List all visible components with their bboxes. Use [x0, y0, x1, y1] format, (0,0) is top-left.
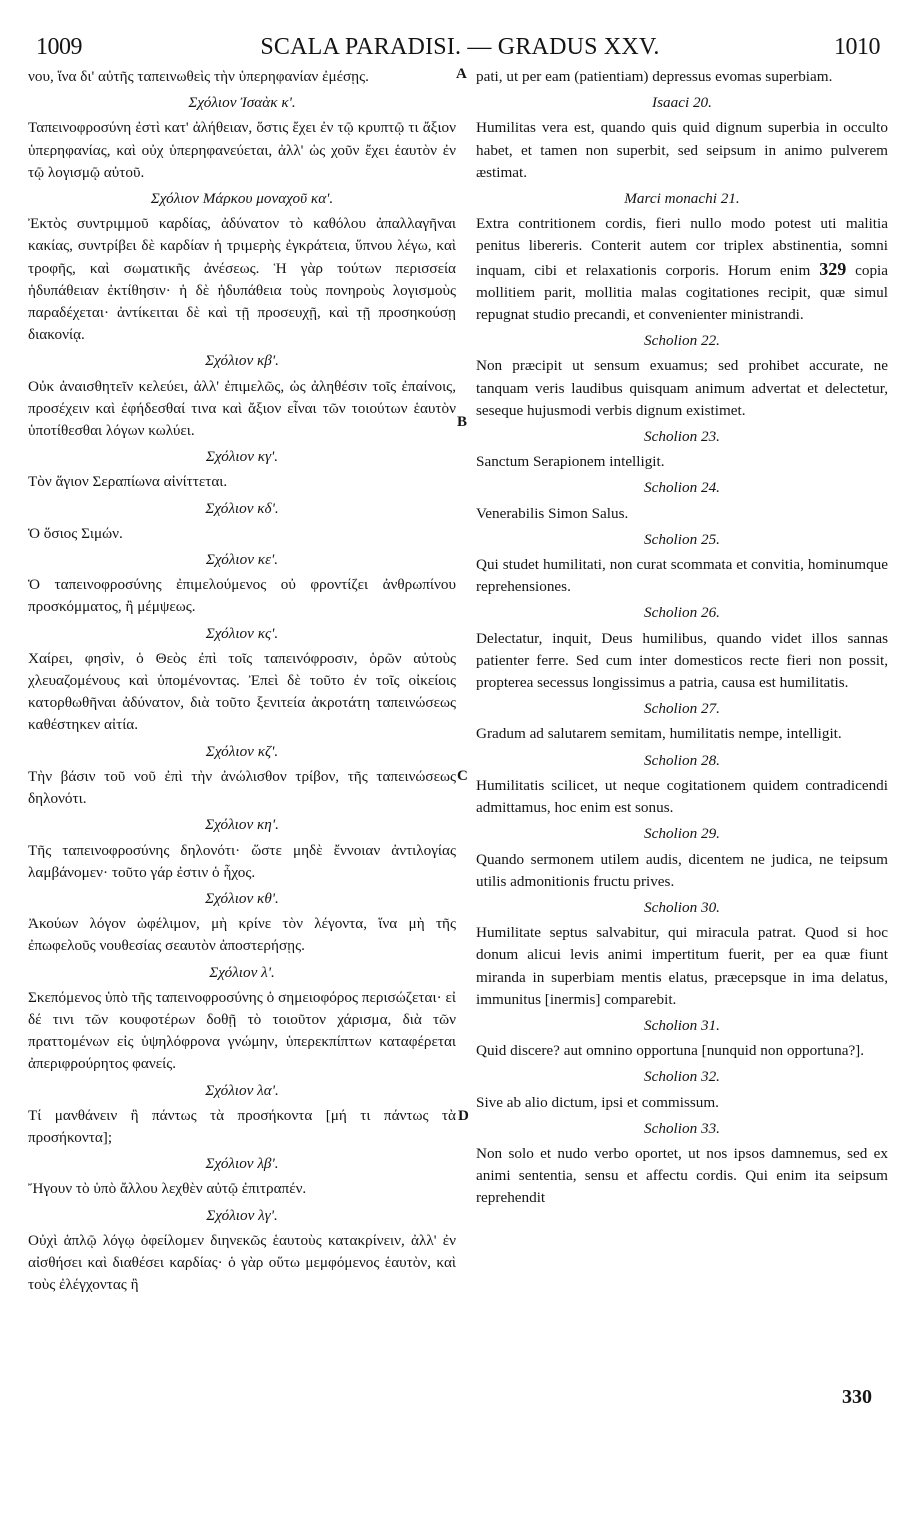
scholion-text: Non præcipit ut sensum exuamus; sed prohibet accurate, ne tanquam veris laudibus quisquam animum advertat et delectetur, seseque hujusmodi verbis dignum existimet. [476, 357, 888, 419]
scholion-heading: Scholion 31. [644, 1016, 720, 1034]
scholion-heading: Scholion 25. [644, 530, 720, 548]
scholion-text: Τί μανθάνειν ἢ πάντως τὰ προσήκοντα [μή τι πάντως τὰ προσήκοντα]; [28, 1106, 456, 1146]
scholion-block [28, 1153, 456, 1200]
scholion-heading: Marci monachi 21. [624, 190, 740, 208]
scholion-text: Οὐχὶ ἁπλῷ λόγῳ ὀφείλομεν διηνεκῶς ἑαυτοὺς κατακρίνειν, ἀλλ' ἐν αἰσθήσει καὶ διαθέσει καρδίας· ὁ γὰρ οὕτω μεμφόμενος ἑαυτὸν, καὶ τοὺς ἐλέγχοντας ἢ [28, 1231, 456, 1294]
scholion-text: Quid discere? aut omnino opportuna [nunquid non opportuna?]. [476, 1042, 865, 1060]
scholion-text: Ὁ ὅσιος Σιμών. [28, 524, 123, 542]
margin-letter-b: B [457, 414, 468, 430]
scholion-block [28, 1205, 456, 1297]
scholion-text: Οὐκ ἀναισθητεῖν κελεύει, ἀλλ' ἐπιμελῶς, ὡς ἀληθέσιν τοῖς ἐπαίνοις, προσέχειν καὶ ἐφήδεσθαί τινα καὶ ἄξιον εἶναι τῶν τοιούτων ἑαυτὸν ὑποτίθεσθαι λόγων κωλύει. [28, 377, 456, 440]
scholion-block [476, 1118, 888, 1210]
scholion-text [476, 213, 888, 326]
scholion-block [476, 66, 888, 88]
scholion-block [28, 498, 456, 545]
scholion-text: Sive ab alio dictum, ipsi et commissum. [476, 1093, 719, 1111]
greek-column [28, 66, 456, 1298]
scholion-block [28, 1080, 456, 1150]
scholion-heading: Σχόλιον λβ'. [205, 1155, 279, 1173]
scholion-heading: Scholion 22. [644, 332, 720, 350]
column-number-marker: 329 [819, 258, 847, 279]
left-page-number: 1009 [36, 34, 82, 60]
scholion-block [28, 92, 456, 184]
scholion-heading: Σχόλιον λγ'. [206, 1206, 278, 1224]
scholion-heading: Scholion 28. [644, 751, 720, 769]
scholion-block [28, 446, 456, 493]
scholion-heading: Σχόλιον κε'. [205, 551, 279, 569]
scholion-text: Ἀκούων λόγον ὠφέλιμον, μὴ κρίνε τὸν λέγοντα, ἵνα μὴ τῆς ἐπωφελοῦς νουθεσίας σεαυτὸν ἀποστερήσῃς. [28, 915, 456, 955]
scholion-heading: Σχόλιον κδ'. [205, 499, 279, 517]
scholion-text: Τὴν βάσιν τοῦ νοῦ ἐπὶ τὴν ἀνώλισθον τρίβον, τῆς ταπεινώσεως δηλονότι. [28, 767, 456, 808]
scholion-heading: Σχόλιον λα'. [205, 1081, 279, 1099]
scholion-heading: Σχόλιον κς'. [205, 624, 279, 642]
scholion-block [28, 188, 456, 346]
scholion-heading: Σχόλιον κθ'. [205, 889, 279, 907]
scholion-heading: Σχόλιον λ'. [209, 963, 275, 981]
scholion-text: Ἤγουν τὸ ὑπὸ ἄλλου λεχθὲν αὐτῷ ἐπιτραπέν. [28, 1180, 307, 1198]
scholion-heading: Σχόλιον κβ'. [205, 352, 279, 370]
scholion-text: Gradum ad salutarem semitam, humilitatis nempe, intelligit. [476, 725, 842, 743]
scholion-block [476, 188, 888, 326]
scholion-block [476, 529, 888, 599]
scholion-block [476, 1066, 888, 1113]
scholion-block [476, 1015, 888, 1062]
scholion-text: Humilitatis scilicet, ut neque cogitationem quidem contradicendi admittamus, hoc enim est sonus. [476, 776, 888, 817]
scholion-heading: Scholion 26. [644, 604, 720, 622]
scholion-block [476, 426, 888, 473]
column-number-marker: 330 [842, 1386, 872, 1408]
scholion-text: νου, ἵνα δι' αὐτῆς ταπεινωθεὶς τὴν ὑπερηφανίαν ἐμέσῃς. [28, 68, 369, 85]
scholion-heading: Scholion 33. [644, 1119, 720, 1137]
margin-letter-c: C [457, 768, 468, 784]
scholion-heading: Σχόλιον κζ'. [205, 742, 279, 760]
scholion-text: Non solo et nudo verbo oportet, ut nos ipsos damnemus, sed ex animi sententia, sensu et affectu cordis. Qui enim ita seipsum reprehendit [476, 1144, 888, 1207]
scholion-heading: Scholion 30. [644, 898, 720, 916]
scholion-block [28, 549, 456, 619]
scholion-heading: Isaaci 20. [652, 94, 712, 112]
scholion-text: Τῆς ταπεινοφροσύνης δηλονότι· ὥστε μηδὲ ἔννοιαν ἀντιλογίας λαμβάνομεν· τοῦτο γάρ ἐστιν ὁ ἦχος. [28, 841, 456, 881]
scholion-block [476, 897, 888, 1011]
scholion-text-part: Extra contritionem cordis, fieri nullo modo potest uti malitia penitus libereris. Conterit autem cor triplex abstinentia, somni inquam, cibi et relaxationis corporis. Horum enim [476, 215, 888, 279]
scholion-text: Qui studet humilitati, non curat scommata et convitia, hominumque reprehensiones. [476, 556, 888, 596]
scholion-block [476, 750, 888, 820]
scholion-block [476, 823, 888, 893]
scholion-block [28, 66, 456, 88]
scholion-block [28, 814, 456, 884]
scholion-block [476, 698, 888, 745]
scholion-text: Sanctum Serapionem intelligit. [476, 453, 665, 471]
scholion-heading: Scholion 24. [644, 479, 720, 497]
scholion-heading: Scholion 29. [644, 825, 720, 843]
running-title: SCALA PARADISI. — GRADUS XXV. [260, 34, 660, 60]
scholion-text: Χαίρει, φησὶν, ὁ Θεὸς ἐπὶ τοῖς ταπεινόφροσιν, ὁρῶν αὐτοὺς χλευαζομένους καὶ ὑπομένοντας. Ἐπεὶ δὲ τοῦτο ἐν τοῖς οἰκείοις κατορθωθῆναι ἀδύνατον, διὰ τοῦτο ξενιτεία ἀκροτάτη ταπεινώσεως καθέστηκεν αἰτία. [28, 649, 456, 734]
scholion-text-part: copia mollitiem parit, mollitia malas cogitationes recipit, quæ simul repugnat studio precandi, et convenienter ministrandi. [476, 261, 889, 324]
scholion-heading: Scholion 23. [644, 428, 720, 446]
scholion-text: Ταπεινοφροσύνη ἐστὶ κατ' ἀλήθειαν, ὅστις ἔχει ἐν τῷ κρυπτῷ τι ἄξιον ὑπερηφανίας, καὶ οὐχ ὑπερηφανεύεται, ἀλλ' ὡς χοῦν ἔχει ἑαυτὸν ἐν τῷ λογισμῷ αὐτοῦ. [28, 119, 456, 181]
margin-letter-a: A [456, 66, 467, 82]
scholion-text: pati, ut per eam (patientiam) depressus evomas superbiam. [476, 68, 833, 85]
scholion-text: Venerabilis Simon Salus. [476, 504, 629, 522]
right-page-number: 1010 [834, 34, 880, 60]
scholion-block [476, 92, 888, 184]
scholion-block [28, 350, 456, 442]
scholion-heading: Σχόλιον κγ'. [205, 448, 279, 466]
scholion-heading: Scholion 27. [644, 700, 720, 718]
scholion-text: Τὸν ἅγιον Σεραπίωνα αἰνίττεται. [28, 473, 228, 491]
scholion-block [28, 623, 456, 737]
scholion-text: Quando sermonem utilem audis, dicentem ne judica, ne teipsum utilis admonitionis fructu prives. [476, 850, 888, 890]
scholion-heading: Σχόλιον Ἰσαὰκ κ'. [188, 94, 296, 112]
latin-column [476, 66, 888, 1212]
scholion-heading: Scholion 32. [644, 1068, 720, 1086]
scholion-block [476, 477, 888, 524]
margin-letter-d: D [458, 1108, 469, 1124]
scholion-block [28, 741, 456, 811]
scholion-block [476, 602, 888, 694]
scholion-text: Ὁ ταπεινοφροσύνης ἐπιμελούμενος οὐ φροντίζει ἀνθρωπίνου προσκόμματος, ἢ μέμψεως. [28, 576, 456, 616]
scholion-text: Delectatur, inquit, Deus humilibus, quando videt illos sannas patienter ferre. Sed cum inter domesticos recte fieri non possit, propterea secessus longissimus a patria, causa est humilitatis. [476, 629, 888, 692]
scholion-heading: Σχόλιον Μάρκου μοναχοῦ κα'. [150, 190, 334, 208]
scholion-block [476, 330, 888, 422]
scholion-block [28, 962, 456, 1076]
scholion-heading: Σχόλιον κη'. [205, 816, 279, 834]
scholion-block [28, 888, 456, 958]
scholion-text: Humilitate septus salvabitur, qui miracula patrat. Quod si hoc donum alicui levis animi impertitum fuerit, per ea quæ fiunt miranda in superbiam mentis elatus, præcepsque in ima delatus, immunitus [inermis] comparebit. [476, 924, 888, 1008]
scholion-text: Humilitas vera est, quando quis quid dignum superbia in occulto habet, et tamen non superbit, sed seipsum in animo pulverem æstimat. [476, 119, 888, 181]
scholion-text: Ἐκτὸς συντριμμοῦ καρδίας, ἀδύνατον τὸ καθόλου ἀπαλλαγῆναι κακίας, συντρίβει δὲ καρδίαν ἡ τριμερὴς ἐγκράτεια, ὕπνου λέγω, καὶ τροφῆς, καὶ σωματικῆς ἀνέσεως. Ἡ γὰρ τούτων περισσεία ἡδυπάθειαν ἐκτίθησιν· ἡ δὲ ἡδυπάθεια τοὺς πονηροὺς λογισμοὺς παραδέχεται· ἀντίκειται δὲ καὶ τῇ προσευχῇ, καὶ τῇ προσηκούσῃ διακονίᾳ. [28, 215, 456, 344]
scholion-text: Σκεπόμενος ὑπὸ τῆς ταπεινοφροσύνης ὁ σημειοφόρος περισώζεται· εἰ δέ τινι τῶν κουφοτέρων δοθῇ τὸ τοιοῦτον χάρισμα, διὰ τῶν πραττομένων εἰς ὑψηλόφρονα γνώμην, ὑπερεκπίπτων καταφέρεται ἀπεριφρούρητος φανείς. [28, 988, 456, 1073]
